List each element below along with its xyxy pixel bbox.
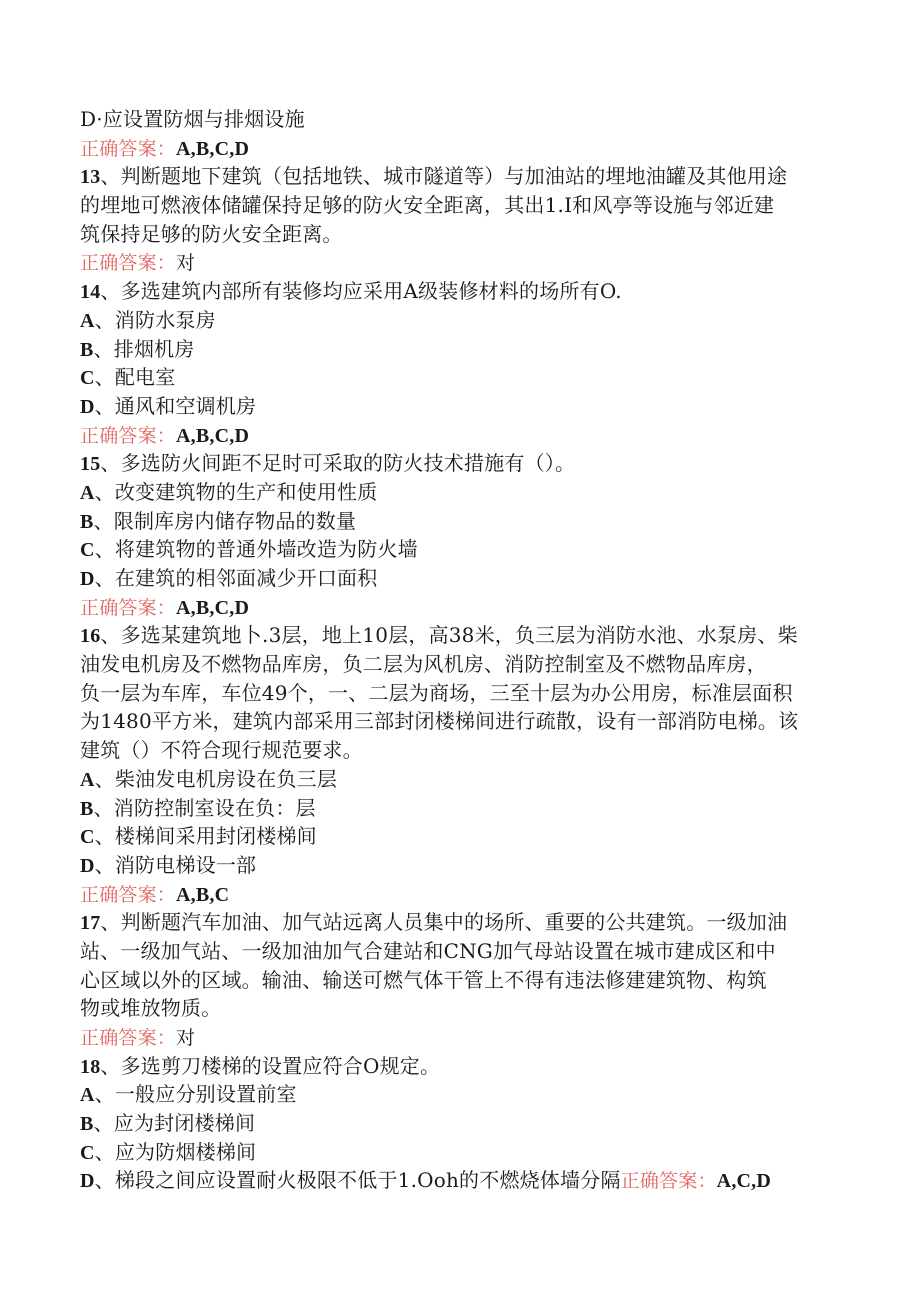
q14-option-a: A、消防水泵房	[80, 307, 216, 332]
q16-answer	[80, 880, 840, 909]
q14-number: 14	[80, 281, 101, 304]
q18-option-b: B、应为封闭楼梯间	[80, 1111, 256, 1136]
prev-option-d: D·应设置防烟与排烟设施	[80, 107, 305, 131]
answer-label: 正确答案：	[80, 252, 177, 275]
answer-label: 正确答案：	[80, 424, 177, 447]
q15-option-a: A、改变建筑物的生产和使用性质	[80, 479, 378, 504]
answer-label: 正确答案：	[80, 596, 177, 619]
q16-line-1: 16、多选某建筑地卜.3层，地上10层，高38米，负三层为消防水池、水泵房、柴	[80, 623, 798, 648]
answer-value: A,B,C,D	[176, 424, 250, 447]
q16-line-4: 为1480平方米，建筑内部采用三部封闭楼梯间进行疏散，设有一部消防电梯。该	[80, 709, 799, 734]
q16-option-a: A、柴油发电机房设在负三层	[80, 766, 338, 791]
q15-stem: 15、多选防火间距不足时可采取的防火技术措施有（）。	[80, 451, 576, 476]
q15-option-c: C、将建筑物的普通外墙改造为防火墙	[80, 537, 418, 562]
q15-option-b: B、限制库房内储存物品的数量	[80, 508, 357, 533]
q15-option-d: D、在建筑的相邻面减少开口面积	[80, 566, 378, 590]
q16-line-2: 油发电机房及不燃物品库房，负二层为风机房、消防控制室及不燃物品库房，	[80, 652, 767, 677]
prev-answer	[80, 134, 840, 163]
q17-line-3: 心区域以外的区域。输油、输送可燃气体干管上不得有违法修建建筑物、构筑	[80, 967, 767, 992]
q16-line-5: 建筑（）不符合现行规范要求。	[80, 738, 363, 763]
q14-answer	[80, 421, 840, 450]
q14-option-b: B、排烟机房	[80, 336, 195, 361]
q14-stem: 14、多选建筑内部所有装修均应采用A级装修材料的场所有O.	[80, 279, 622, 304]
document-page	[80, 105, 840, 1195]
q17-line-2: 站、一级加气站、一级加油加气合建站和CNG加气母站设置在城市建成区和中	[80, 938, 776, 963]
answer-label: 正确答案：	[80, 1027, 177, 1049]
q17-line-4: 物或堆放物质。	[80, 996, 222, 1021]
q16-line-3: 负一层为车库，车位49个，一、二层为商场，三至十层为办公用房，标准层面积	[80, 680, 793, 705]
answer-value: 对	[176, 252, 196, 275]
q18-number: 18	[80, 1055, 101, 1078]
answer-value: A,B,C,D	[176, 596, 250, 619]
q16-option-c: C、楼梯间采用封闭楼梯间	[80, 824, 317, 849]
q16-option-d: D、消防电梯设一部	[80, 852, 257, 877]
answer-value: A,B,C	[176, 883, 230, 906]
q17-line-1: 17、判断题汽车加油、加气站远离人员集中的场所、重要的公共建筑。一级加油	[80, 910, 788, 935]
answer-value: 对	[176, 1027, 196, 1049]
answer-label: 正确答案：	[80, 137, 177, 160]
q18-option-c: C、应为防烟楼梯间	[80, 1139, 257, 1164]
q15-answer	[80, 593, 840, 622]
q17-number: 17	[80, 912, 101, 935]
q18-option-a: A、一般应分别设置前室	[80, 1082, 297, 1107]
q18-stem: 18、多选剪刀楼梯的设置应符合O规定。	[80, 1053, 441, 1078]
answer-value: A,B,C,D	[176, 137, 250, 160]
q13-line-3: 筑保持足够的防火安全距离。	[80, 221, 343, 246]
q14-option-c: C、配电室	[80, 365, 176, 390]
q15-number: 15	[80, 453, 101, 476]
q18-option-d: D、梯段之间应设置耐火极限不低于1.Ooh的不燃烧体墙分隔正确答案：A,C,D	[80, 1168, 772, 1193]
answer-label: 正确答案：	[80, 883, 177, 906]
q13-answer	[80, 248, 840, 277]
q13-line-2: 的埋地可燃液体储罐保持足够的防火安全距离，其出1.I和风亭等设施与邻近建	[80, 193, 775, 218]
q16-option-b: B、消防控制室设在负：层	[80, 795, 316, 820]
q13-number: 13	[80, 166, 101, 189]
q13-line-1: 13、判断题地下建筑（包括地铁、城市隧道等）与加油站的埋地油罐及其他用途	[80, 164, 788, 189]
answer-value: A,C,D	[716, 1170, 772, 1193]
q16-number: 16	[80, 625, 101, 648]
q14-option-d: D、通风和空调机房	[80, 393, 257, 418]
q17-answer	[80, 1023, 840, 1052]
answer-label: 正确答案：	[620, 1170, 717, 1193]
